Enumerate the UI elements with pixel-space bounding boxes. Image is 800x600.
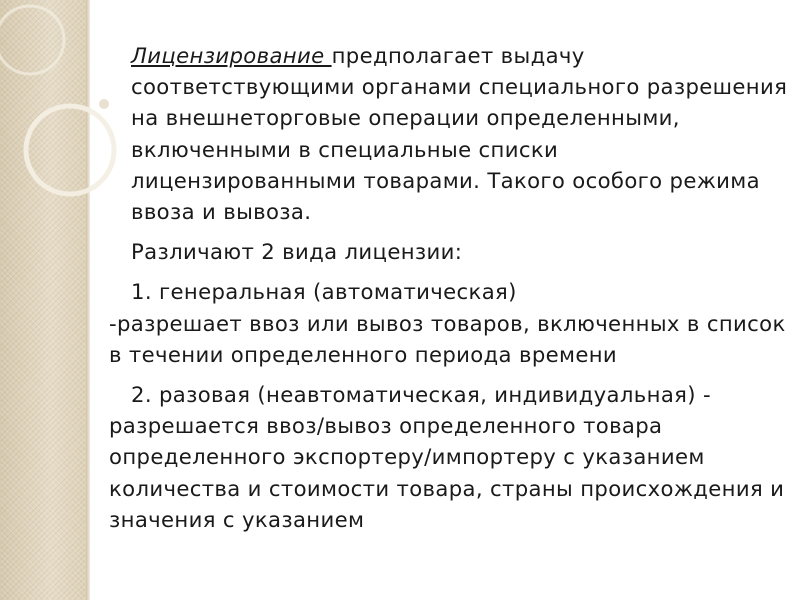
general-license-text: -разрешает ввоз или вывоз товаров, включенных в список в течении определенного периода времени: [109, 310, 786, 367]
decorative-side-band: [0, 0, 86, 600]
general-license-title: 1. генеральная (автоматическая): [131, 279, 517, 305]
single-license-text: 2. разовая (неавтоматическая, индивидуальная) - разрешается ввоз/вывоз определенного товара определенного экспортеру/импортеру с указанием количества и стоимости товара, страны происхождения и значения с указанием: [109, 382, 785, 532]
term-licensing: Лицензирование: [131, 43, 332, 68]
paragraph-general-license: [109, 276, 789, 370]
side-band-edge: [86, 0, 90, 600]
paragraph-types-intro: Различают 2 вида лицензии:: [131, 239, 463, 265]
paragraph-definition: [109, 40, 789, 227]
paragraph-single-license: [109, 379, 789, 535]
slide-content: [109, 40, 789, 544]
definition-text: предполагает выдачу соответствующими органами специального разрешения на внешнеторговые операции определенными, включенными в специальные списки лицензированными товарами. Такого особого режима ввоза и вывоза.: [131, 43, 788, 225]
decorative-dot: [99, 99, 109, 109]
